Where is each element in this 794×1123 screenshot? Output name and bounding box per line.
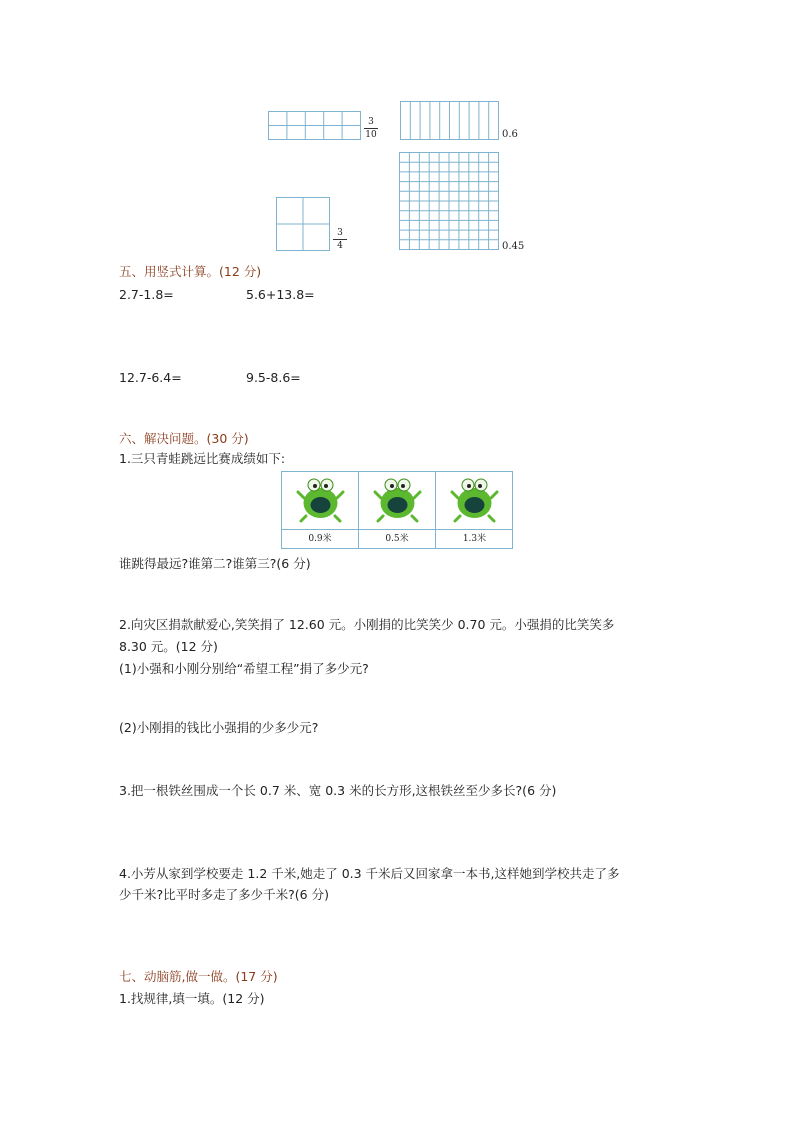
question-2-sub-2: (2)小刚捐的钱比小强捐的少多少元? <box>119 720 319 735</box>
decimal-0-45: 0.45 <box>502 241 525 252</box>
frog-distance-2: 0.5米 <box>359 529 436 549</box>
section-7-question-1: 1.找规律,填一填。(12 分) <box>119 991 265 1006</box>
fraction-denominator: 4 <box>337 241 343 251</box>
frog-results-table <box>281 471 513 549</box>
fraction-3-10 <box>364 117 378 140</box>
fraction-numerator: 3 <box>337 228 343 238</box>
problem-2: 5.6+13.8= <box>246 287 315 302</box>
frog-image <box>436 472 513 528</box>
section-7-title: 七、动脑筋,做一做。(17 分) <box>119 969 278 984</box>
question-2-sub-1: (1)小强和小刚分别给“希望工程”捐了多少元? <box>119 661 369 676</box>
question-2-line-2: 8.30 元。(12 分) <box>119 639 218 654</box>
question-2-line-1: 2.向灾区捐款献爱心,笑笑捐了 12.60 元。小刚捐的比笑笑少 0.70 元。小强捐的比笑笑多 <box>119 617 615 632</box>
section-5-title: 五、用竖式计算。(12 分) <box>119 264 262 279</box>
frog-cell-1 <box>282 472 359 529</box>
frog-image <box>359 472 436 528</box>
grid-quarters <box>276 197 331 252</box>
question-4-line-1: 4.小芳从家到学校要走 1.2 千米,她走了 0.3 千米后又回家拿一本书,这样她到学校共走了多 <box>119 866 620 881</box>
frog-distance-1: 0.9米 <box>282 529 359 549</box>
fraction-denominator: 10 <box>365 130 377 140</box>
frog-cell-2 <box>359 472 436 529</box>
question-3: 3.把一根铁丝围成一个长 0.7 米、宽 0.3 米的长方形,这根铁丝至少多长?(6 分) <box>119 783 557 798</box>
grid-tenths-columns <box>400 101 500 141</box>
section-6-title: 六、解决问题。(30 分) <box>119 431 249 446</box>
grid-hundredths <box>399 152 500 251</box>
frog-distance-3: 1.3米 <box>436 529 513 549</box>
question-1-text: 1.三只青蛙跳远比赛成绩如下: <box>119 451 286 466</box>
problem-1: 2.7-1.8= <box>119 287 174 302</box>
question-4-line-2: 少千米?比平时多走了多少千米?(6 分) <box>119 887 329 902</box>
problem-4: 9.5-8.6= <box>246 370 301 385</box>
decimal-0-6: 0.6 <box>502 129 518 140</box>
question-1-ask: 谁跳得最远?谁第二?谁第三?(6 分) <box>119 556 311 571</box>
grid-tenths-strip <box>268 111 362 141</box>
problem-3: 12.7-6.4= <box>119 370 182 385</box>
frog-image <box>282 472 359 528</box>
fraction-3-4 <box>333 228 347 251</box>
frog-cell-3 <box>436 472 513 529</box>
fraction-numerator: 3 <box>368 117 374 127</box>
